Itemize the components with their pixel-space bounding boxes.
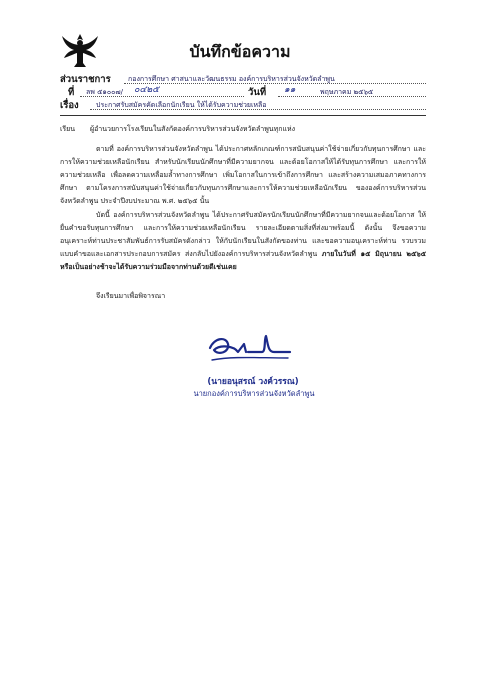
salutation-label: เรียน xyxy=(60,125,76,133)
ref-handwritten: ๐๔๒๕ xyxy=(134,85,160,95)
closing-line: จึงเรียนมาเพื่อพิจารณา xyxy=(96,292,166,300)
body-paragraph-2 xyxy=(60,209,426,274)
body-paragraph-1: ตามที่ องค์การบริหารส่วนจังหวัดลำพูน ได้ประกาศหลักเกณฑ์การสนับสนุนค่าใช้จ่ายเกี่ยวกับทุนการศึกษา และการให้ความช่วยเหลือนักเรียน สำหรับนักเรียนนักศึกษาที่มีความยากจน และด้อยโอกาสให้ได้รับทุนการศึกษา และการให้ความช่วยเหลือ เพื่อลดความเหลื่อมล้ำทางการศึกษา เพิ่มโอกาสในการเข้าถึงการศึกษา และสร้างความเสมอภาคทางการศึกษา ตามโครงการสนับสนุนค่าใช้จ่ายเกี่ยวกับทุนการศึกษาและการให้ความช่วยเหลือนักเรียน ขององค์การบริหารส่วนจังหวัดลำพูน ประจำปีงบประมาณ พ.ศ. ๒๕๖๕ นั้น xyxy=(60,145,426,205)
date-label: วันที่ xyxy=(248,87,267,98)
department-label: ส่วนราชการ xyxy=(60,74,111,85)
memo-title: บันทึกข้อความ xyxy=(189,42,291,61)
ref-label: ที่ xyxy=(68,87,75,98)
deadline-text: ภายในวันที่ ๑๕ มิถุนายน ๒๕๖๕ หรือเป็นอย่างช้าจะได้รับความร่วมมือจากท่านด้วยดีเช่นเคย xyxy=(60,250,427,271)
date-day-handwritten: ๑๑ xyxy=(284,85,296,95)
signatory-name: (นายอนุสรณ์ วงค์วรรณ) xyxy=(207,377,299,387)
date-month-year: พฤษภาคม ๒๕๖๕ xyxy=(320,88,374,96)
header-rule xyxy=(60,115,426,116)
subject-value: ประกาศรับสมัครคัดเลือกนักเรียน ให้ได้รับความช่วยเหลือ xyxy=(96,101,267,109)
handwritten-signature xyxy=(204,322,294,370)
ref-number: ลพ ๕๑๐๐๗/ xyxy=(86,88,124,96)
department-value: กองการศึกษา ศาสนาและวัฒนธรรม องค์การบริหารส่วนจังหวัดลำพูน xyxy=(128,75,335,83)
salutation-value: ผู้อำนวยการโรงเรียนในสังกัดองค์การบริหารส่วนจังหวัดลำพูนทุกแห่ง xyxy=(90,125,295,133)
subject-label: เรื่อง xyxy=(60,100,79,111)
body-paragraph-2-text: บัดนี้ องค์การบริหารส่วนจังหวัดลำพูน ได้ประกาศรับสมัครนักเรียนนักศึกษาที่มีความยากจนและด้อยโอกาส ให้ยื่นคำขอรับทุนการศึกษา และการให้ความช่วยเหลือนักเรียน รายละเอียดตามสิ่งที่ส่งมาพร้อมนี้ ดังนั้น จึงขอความอนุเคราะห์ท่านประชาสัมพันธ์การรับสมัครดังกล่าว ให้กับนักเรียนในสังกัดของท่าน และขอความอนุเคราะห์ท่าน รวบรวมแบบคำขอและเอกสารประกอบการสมัคร ส่งกลับไปยังองค์การบริหารส่วนจังหวัดลำพูน xyxy=(60,211,426,258)
signatory-position: นายกองค์การบริหารส่วนจังหวัดลำพูน xyxy=(193,389,315,398)
